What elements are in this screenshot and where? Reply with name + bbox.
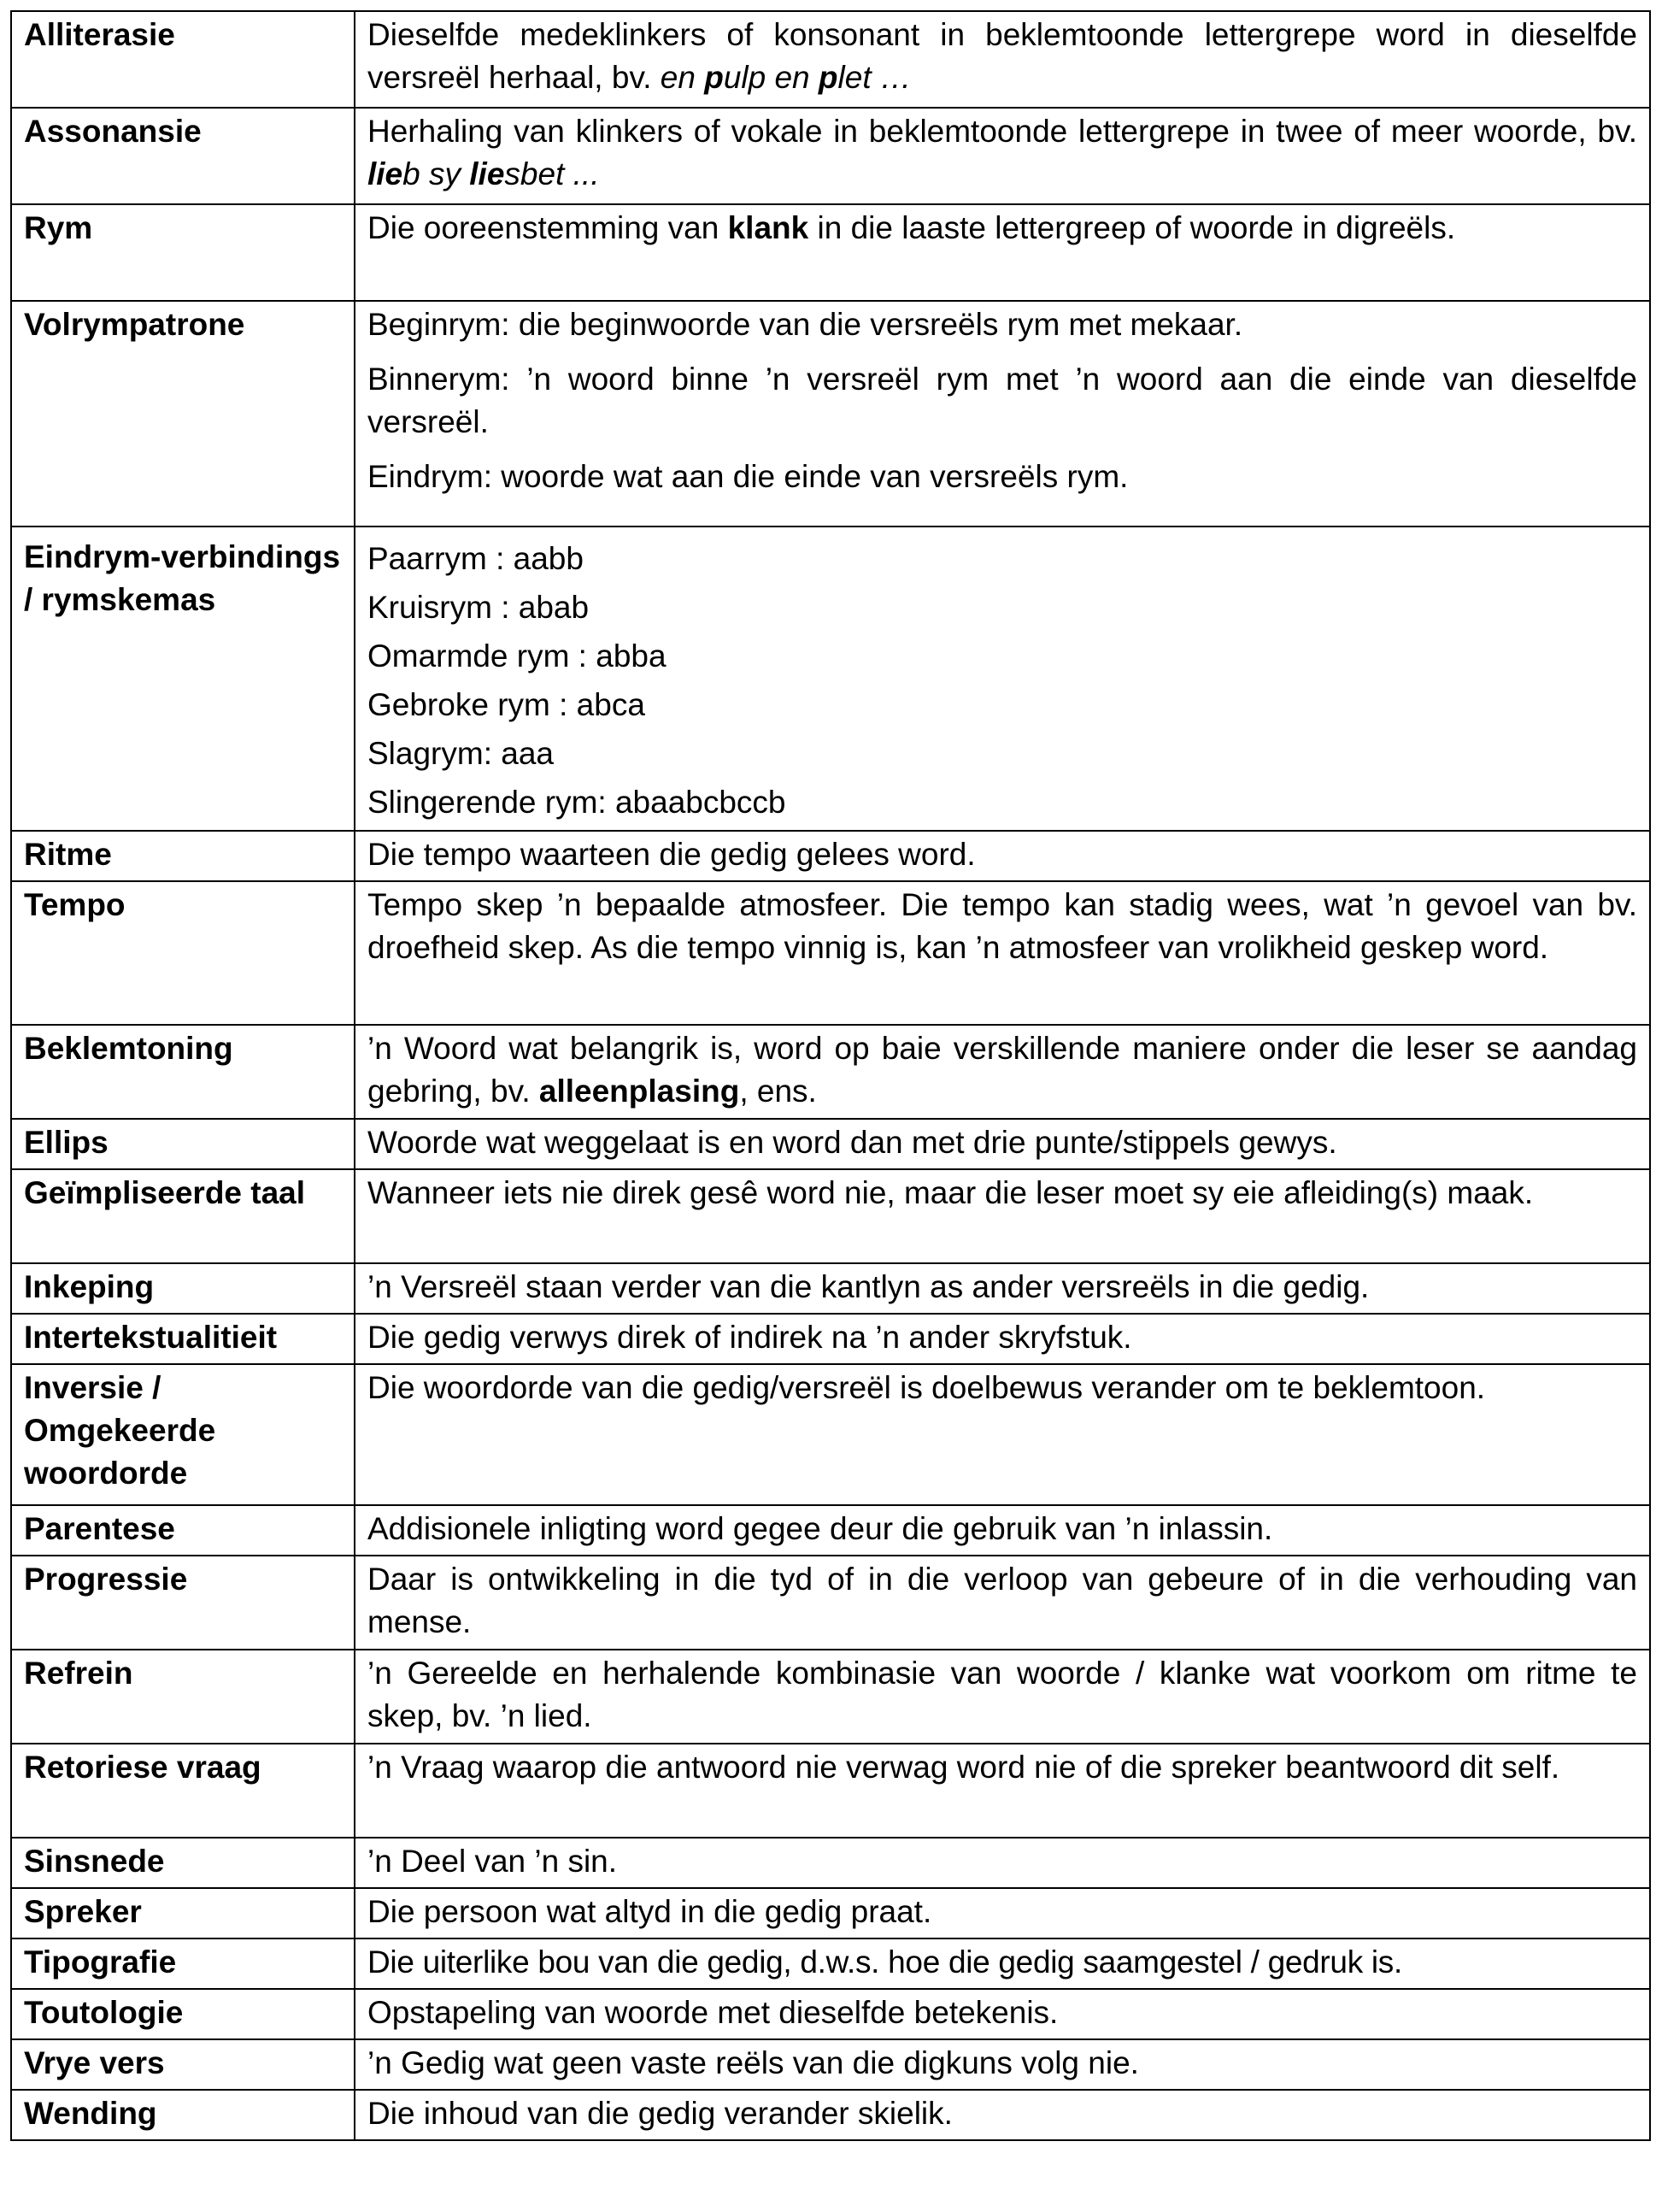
poetry-terms-table (10, 10, 1651, 2141)
term-cell: Geïmpliseerde taal (11, 1169, 355, 1263)
definition-cell: Die uiterlike bou van die gedig, d.w.s. hoe die gedig saamgestel / gedruk is. (355, 1938, 1650, 1989)
definition-cell: Die persoon wat altyd in die gedig praat. (355, 1888, 1650, 1938)
definition-cell: ’n Deel van ’n sin. (355, 1838, 1650, 1888)
term-cell: Tipografie (11, 1938, 355, 1989)
definition-cell (355, 301, 1650, 527)
definition-cell: ’n Versreël staan verder van die kantlyn as ander versreëls in die gedig. (355, 1263, 1650, 1314)
term-cell: Sinsnede (11, 1838, 355, 1888)
definition-cell: Addisionele inligting word gegee deur die gebruik van ’n inlassin. (355, 1505, 1650, 1556)
table-row (11, 204, 1650, 301)
table-row (11, 1364, 1650, 1505)
term-cell: Tempo (11, 881, 355, 1025)
term-cell: Beklemtoning (11, 1025, 355, 1119)
rhyme-scheme-line: Slingerende rym: abaabcbccb (367, 785, 786, 820)
table-row (11, 2090, 1650, 2140)
table-row (11, 1838, 1650, 1888)
definition-cell: Opstapeling van woorde met dieselfde betekenis. (355, 1989, 1650, 2039)
table-row (11, 1556, 1650, 1650)
definition-cell: Wanneer iets nie direk gesê word nie, maar die leser moet sy eie afleiding(s) maak. (355, 1169, 1650, 1263)
term-cell: Ellips (11, 1119, 355, 1169)
term-cell: Intertekstualitieit (11, 1314, 355, 1364)
definition-cell: Dieselfde medeklinkers of konsonant in beklemtoonde lettergrepe word in dieselfde versreël herhaal, bv. en pulp en plet … (355, 11, 1650, 108)
table-row (11, 1505, 1650, 1556)
table-row (11, 1263, 1650, 1314)
definition-cell: Herhaling van klinkers of vokale in beklemtoonde lettergrepe in twee of meer woorde, bv. lieb sy liesbet ... (355, 108, 1650, 204)
definition-cell: Die gedig verwys direk of indirek na ’n ander skryfstuk. (355, 1314, 1650, 1364)
term-cell: Assonansie (11, 108, 355, 204)
table-row (11, 1938, 1650, 1989)
term-cell: Spreker (11, 1888, 355, 1938)
definition-cell: Tempo skep ’n bepaalde atmosfeer. Die tempo kan stadig wees, wat ’n gevoel van bv. droefheid skep. As die tempo vinnig is, kan ’n atmosfeer van vrolikheid geskep word. (355, 881, 1650, 1025)
table-row (11, 2039, 1650, 2090)
table-row (11, 881, 1650, 1025)
table-row (11, 1169, 1650, 1263)
term-cell: Inversie / Omgekeerde woordorde (11, 1364, 355, 1505)
term-cell: Ritme (11, 831, 355, 881)
term-cell: Alliterasie (11, 11, 355, 108)
table-row (11, 301, 1650, 527)
definition-cell: ’n Gedig wat geen vaste reëls van die digkuns volg nie. (355, 2039, 1650, 2090)
definition-cell: Daar is ontwikkeling in die tyd of in die verloop van gebeure of in die verhouding van mense. (355, 1556, 1650, 1650)
rhyme-scheme-line: Kruisrym : abab (367, 590, 590, 625)
term-cell: Refrein (11, 1650, 355, 1744)
definition-cell: Die ooreenstemming van klank in die laaste lettergreep of woorde in digreëls. (355, 204, 1650, 301)
rhyme-pattern-line: Beginrym: die beginwoorde van die versreëls rym met mekaar. (367, 307, 1243, 342)
table-row (11, 527, 1650, 831)
rhyme-pattern-line: Eindrym: woorde wat aan die einde van versreëls rym. (367, 459, 1129, 494)
definition-cell: ’n Gereelde en herhalende kombinasie van woorde / klanke wat voorkom om ritme te skep, bv. ’n lied. (355, 1650, 1650, 1744)
table-row (11, 1314, 1650, 1364)
term-cell: Retoriese vraag (11, 1744, 355, 1838)
definition-cell: Die inhoud van die gedig verander skielik. (355, 2090, 1650, 2140)
table-row (11, 1744, 1650, 1838)
table-row (11, 11, 1650, 108)
rhyme-pattern-line: Binnerym: ’n woord binne ’n versreël rym met ’n woord aan die einde van dieselfde versreël. (367, 362, 1637, 439)
table-row (11, 1888, 1650, 1938)
table-row (11, 831, 1650, 881)
term-cell: Volrympatrone (11, 301, 355, 527)
term-cell: Eindrym-verbindings / rymskemas (11, 527, 355, 831)
definition-cell: ’n Woord wat belangrik is, word op baie verskillende maniere onder die leser se aandag gebring, bv. alleenplasing, ens. (355, 1025, 1650, 1119)
definition-cell: Woorde wat weggelaat is en word dan met drie punte/stippels gewys. (355, 1119, 1650, 1169)
table-row (11, 1025, 1650, 1119)
term-cell: Parentese (11, 1505, 355, 1556)
rhyme-scheme-line: Gebroke rym : abca (367, 687, 645, 722)
table-row (11, 108, 1650, 204)
table-row (11, 1989, 1650, 2039)
term-cell: Vrye vers (11, 2039, 355, 2090)
definition-cell (355, 527, 1650, 831)
term-cell: Rym (11, 204, 355, 301)
rhyme-scheme-line: Omarmde rym : abba (367, 638, 667, 674)
definition-cell: ’n Vraag waarop die antwoord nie verwag word nie of die spreker beantwoord dit self. (355, 1744, 1650, 1838)
rhyme-scheme-line: Paarrym : aabb (367, 541, 584, 576)
term-cell: Progressie (11, 1556, 355, 1650)
term-cell: Inkeping (11, 1263, 355, 1314)
term-cell: Wending (11, 2090, 355, 2140)
rhyme-scheme-line: Slagrym: aaa (367, 736, 554, 771)
table-row (11, 1119, 1650, 1169)
glossary-page (10, 10, 1649, 2141)
term-cell: Toutologie (11, 1989, 355, 2039)
definition-cell: Die tempo waarteen die gedig gelees word. (355, 831, 1650, 881)
definition-cell: Die woordorde van die gedig/versreël is doelbewus verander om te beklemtoon. (355, 1364, 1650, 1505)
table-row (11, 1650, 1650, 1744)
